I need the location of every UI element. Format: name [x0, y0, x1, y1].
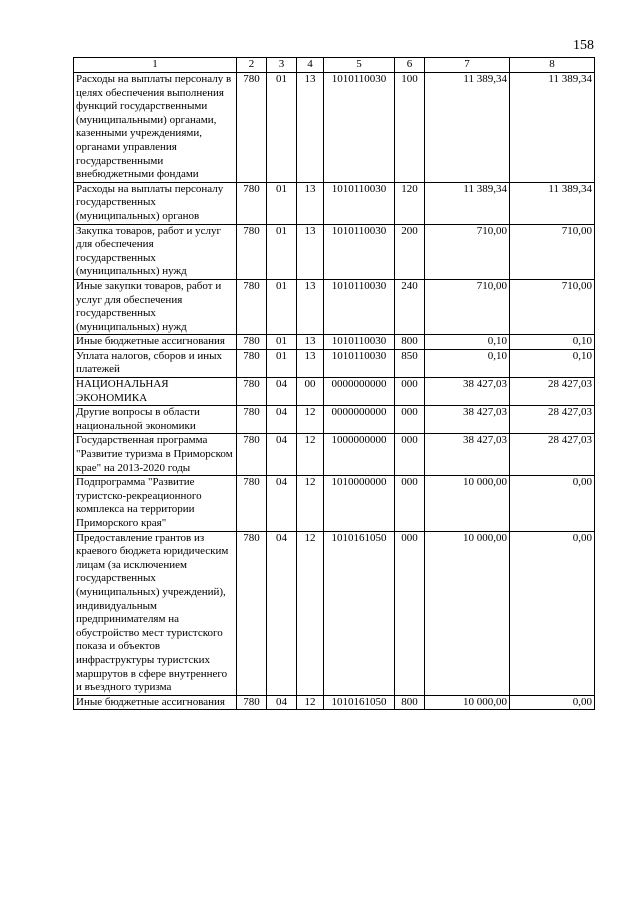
row-name-cell: Иные бюджетные ассигнования — [74, 335, 237, 350]
row-expense-type-cell: 800 — [395, 335, 425, 350]
budget-table — [73, 57, 595, 710]
row-section-cell: 01 — [267, 182, 297, 224]
header-cell: 2 — [237, 58, 267, 73]
row-name-cell: Расходы на выплаты персоналу государственных (муниципальных) органов — [74, 182, 237, 224]
row-section-cell: 01 — [267, 279, 297, 334]
row-expense-type-cell: 200 — [395, 224, 425, 279]
row-amount-cell: 0,00 — [510, 695, 595, 710]
row-subsection-cell: 13 — [297, 349, 324, 377]
row-amount-cell: 0,00 — [510, 531, 595, 695]
row-target-item-cell: 1010110030 — [324, 73, 395, 183]
table-row — [74, 695, 595, 710]
row-section-cell: 04 — [267, 378, 297, 406]
row-amount-cell: 38 427,03 — [425, 434, 510, 476]
header-row — [74, 58, 595, 73]
row-subsection-cell: 13 — [297, 279, 324, 334]
row-expense-type-cell: 000 — [395, 378, 425, 406]
row-target-item-cell: 1000000000 — [324, 434, 395, 476]
row-expense-type-cell: 240 — [395, 279, 425, 334]
row-target-item-cell: 1010000000 — [324, 476, 395, 531]
table-row — [74, 434, 595, 476]
row-expense-type-cell: 850 — [395, 349, 425, 377]
row-subsection-cell: 12 — [297, 476, 324, 531]
row-name-cell: Уплата налогов, сборов и иных платежей — [74, 349, 237, 377]
row-amount-cell: 11 389,34 — [425, 182, 510, 224]
row-section-cell: 04 — [267, 406, 297, 434]
header-cell: 7 — [425, 58, 510, 73]
row-name-cell: Подпрограмма "Развитие туристско-рекреационного комплекса на территории Приморского края" — [74, 476, 237, 531]
row-target-item-cell: 1010110030 — [324, 182, 395, 224]
row-amount-cell: 10 000,00 — [425, 695, 510, 710]
table-row — [74, 73, 595, 183]
table-row — [74, 406, 595, 434]
row-amount-cell: 0,10 — [425, 349, 510, 377]
row-section-cell: 04 — [267, 476, 297, 531]
row-section-cell: 01 — [267, 349, 297, 377]
row-section-cell: 04 — [267, 434, 297, 476]
row-section-cell: 04 — [267, 531, 297, 695]
row-amount-cell: 710,00 — [510, 224, 595, 279]
header-cell: 6 — [395, 58, 425, 73]
header-cell: 4 — [297, 58, 324, 73]
row-amount-cell: 10 000,00 — [425, 531, 510, 695]
row-amount-cell: 0,10 — [510, 349, 595, 377]
row-target-item-cell: 1010110030 — [324, 224, 395, 279]
header-cell: 8 — [510, 58, 595, 73]
row-code-cell: 780 — [237, 476, 267, 531]
row-target-item-cell: 1010110030 — [324, 279, 395, 334]
row-expense-type-cell: 000 — [395, 406, 425, 434]
row-subsection-cell: 13 — [297, 73, 324, 183]
row-amount-cell: 11 389,34 — [510, 182, 595, 224]
row-target-item-cell: 0000000000 — [324, 406, 395, 434]
table-row — [74, 224, 595, 279]
row-amount-cell: 38 427,03 — [425, 378, 510, 406]
header-cell: 3 — [267, 58, 297, 73]
header-cell: 5 — [324, 58, 395, 73]
row-name-cell: Иные бюджетные ассигнования — [74, 695, 237, 710]
row-code-cell: 780 — [237, 279, 267, 334]
row-name-cell: Государственная программа "Развитие туризма в Приморском крае" на 2013-2020 годы — [74, 434, 237, 476]
row-code-cell: 780 — [237, 406, 267, 434]
row-expense-type-cell: 800 — [395, 695, 425, 710]
row-section-cell: 01 — [267, 335, 297, 350]
row-subsection-cell: 00 — [297, 378, 324, 406]
row-code-cell: 780 — [237, 73, 267, 183]
table-row — [74, 378, 595, 406]
row-expense-type-cell: 120 — [395, 182, 425, 224]
row-subsection-cell: 13 — [297, 335, 324, 350]
row-amount-cell: 710,00 — [425, 279, 510, 334]
row-expense-type-cell: 000 — [395, 531, 425, 695]
row-amount-cell: 11 389,34 — [510, 73, 595, 183]
row-amount-cell: 28 427,03 — [510, 434, 595, 476]
row-code-cell: 780 — [237, 349, 267, 377]
row-amount-cell: 0,10 — [510, 335, 595, 350]
row-expense-type-cell: 000 — [395, 476, 425, 531]
row-expense-type-cell: 100 — [395, 73, 425, 183]
row-code-cell: 780 — [237, 531, 267, 695]
row-amount-cell: 11 389,34 — [425, 73, 510, 183]
row-amount-cell: 38 427,03 — [425, 406, 510, 434]
row-amount-cell: 0,10 — [425, 335, 510, 350]
row-target-item-cell: 1010161050 — [324, 531, 395, 695]
row-amount-cell: 28 427,03 — [510, 378, 595, 406]
header-cell: 1 — [74, 58, 237, 73]
row-name-cell: Другие вопросы в области национальной экономики — [74, 406, 237, 434]
row-target-item-cell: 0000000000 — [324, 378, 395, 406]
row-subsection-cell: 12 — [297, 406, 324, 434]
row-subsection-cell: 12 — [297, 434, 324, 476]
row-subsection-cell: 12 — [297, 695, 324, 710]
row-name-cell: Предоставление грантов из краевого бюджета юридическим лицам (за исключением государственных (муниципальных) учреждений), индивидуальным предпринимателям на обустройство мест туристского показа и объектов инфраструктуры туристских маршрутов в сфере внутреннего и въездного туризма — [74, 531, 237, 695]
page-number: 158 — [573, 38, 594, 53]
table-row — [74, 349, 595, 377]
row-target-item-cell: 1010161050 — [324, 695, 395, 710]
row-name-cell: Закупка товаров, работ и услуг для обеспечения государственных (муниципальных) нужд — [74, 224, 237, 279]
row-expense-type-cell: 000 — [395, 434, 425, 476]
row-code-cell: 780 — [237, 335, 267, 350]
row-section-cell: 04 — [267, 695, 297, 710]
row-amount-cell: 710,00 — [510, 279, 595, 334]
row-amount-cell: 10 000,00 — [425, 476, 510, 531]
row-subsection-cell: 13 — [297, 224, 324, 279]
table-row — [74, 182, 595, 224]
row-section-cell: 01 — [267, 73, 297, 183]
row-section-cell: 01 — [267, 224, 297, 279]
row-code-cell: 780 — [237, 182, 267, 224]
row-code-cell: 780 — [237, 224, 267, 279]
table-row — [74, 476, 595, 531]
row-target-item-cell: 1010110030 — [324, 335, 395, 350]
table-row — [74, 531, 595, 695]
table-row — [74, 279, 595, 334]
row-target-item-cell: 1010110030 — [324, 349, 395, 377]
row-code-cell: 780 — [237, 434, 267, 476]
row-subsection-cell: 13 — [297, 182, 324, 224]
table-row — [74, 335, 595, 350]
row-code-cell: 780 — [237, 378, 267, 406]
row-name-cell: НАЦИОНАЛЬНАЯ ЭКОНОМИКА — [74, 378, 237, 406]
row-amount-cell: 28 427,03 — [510, 406, 595, 434]
row-amount-cell: 0,00 — [510, 476, 595, 531]
row-amount-cell: 710,00 — [425, 224, 510, 279]
row-code-cell: 780 — [237, 695, 267, 710]
row-name-cell: Расходы на выплаты персоналу в целях обеспечения выполнения функций государственными (муниципальными) органами, казенными учреждениями, органами управления государственными внебюджетными фондами — [74, 73, 237, 183]
row-subsection-cell: 12 — [297, 531, 324, 695]
row-name-cell: Иные закупки товаров, работ и услуг для обеспечения государственных (муниципальных) нужд — [74, 279, 237, 334]
